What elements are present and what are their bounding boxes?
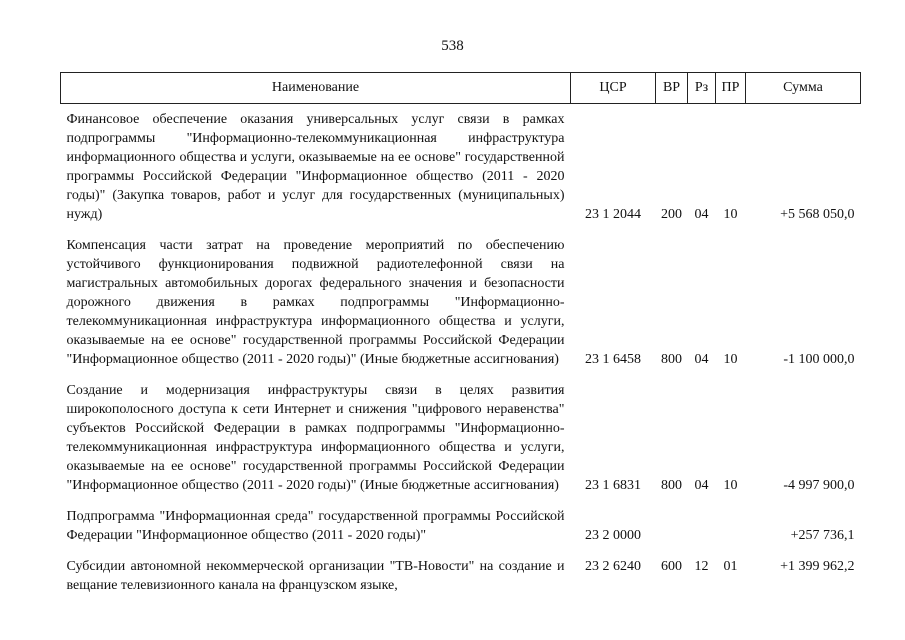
- page-number: 538: [441, 38, 464, 54]
- row-vr: 800: [661, 352, 682, 367]
- row-name: Компенсация части затрат на проведение мероприятий по обеспечению устойчивого функционирования подвижной радиотелефонной связи на магистральных автомобильных дорогах федерального значения и безопасности дорожного движения в рамках подпрограммы "Информационно-телекоммуникационная инфраструктура информационного общества и услуги, оказываемые на ее основе" государственной программы Российской Федерации "Информационное общество (2011 - 2020 годы)" (Иные бюджетные ассигнования): [66, 238, 565, 367]
- row-sum: +5 568 050,0: [780, 207, 855, 222]
- row-pr: 10: [723, 207, 738, 222]
- row-csr: 23 1 2044: [585, 207, 641, 222]
- header-rz: Рз: [688, 73, 716, 104]
- row-rz: [688, 507, 716, 545]
- row-csr: 23 2 0000: [585, 528, 641, 543]
- row-pr: [716, 507, 746, 545]
- row-rz: 04: [694, 207, 709, 222]
- row-pr: 10: [723, 352, 738, 367]
- header-name: Наименование: [61, 73, 571, 104]
- row-sum: +257 736,1: [790, 528, 855, 543]
- budget-table: [60, 72, 861, 601]
- row-csr: 23 1 6831: [585, 478, 641, 493]
- row-sum: -1 100 000,0: [783, 352, 855, 367]
- row-rz: 04: [694, 352, 709, 367]
- table-header: [61, 73, 861, 104]
- row-rz: 12: [694, 559, 709, 574]
- header-vr: ВР: [656, 73, 688, 104]
- table-row: [61, 557, 861, 601]
- row-sum: -4 997 900,0: [783, 478, 855, 493]
- row-sum: +1 399 962,2: [780, 559, 855, 574]
- header-sum: Сумма: [746, 73, 861, 104]
- table-row: [61, 236, 861, 369]
- header-csr: ЦСР: [571, 73, 656, 104]
- row-csr: 23 1 6458: [585, 352, 641, 367]
- table-row: [61, 104, 861, 225]
- row-name: Создание и модернизация инфраструктуры связи в целях развития широкополосного доступа к сети Интернет и снижения "цифрового неравенства" субъектов Российской Федерации в рамках подпрограммы "Информационно-телекоммуникационная инфраструктура информационного общества и услуги, оказываемые на ее основе" государственной программы Российской Федерации "Информационное общество (2011 - 2020 годы)" (Иные бюджетные ассигнования): [66, 383, 565, 493]
- row-vr: 200: [661, 207, 682, 222]
- row-csr: 23 2 6240: [585, 559, 641, 574]
- table-row: [61, 381, 861, 495]
- row-vr: 800: [661, 478, 682, 493]
- row-pr: 10: [723, 478, 738, 493]
- row-vr: 600: [661, 559, 682, 574]
- row-vr: [656, 507, 688, 545]
- row-name: Субсидии автономной некоммерческой организации "ТВ-Новости" на создание и вещание телевизионного канала на французском языке,: [66, 559, 565, 593]
- table-row: [61, 507, 861, 545]
- row-name: Подпрограмма "Информационная среда" государственной программы Российской Федерации "Информационное общество (2011 - 2020 годы)": [66, 509, 565, 543]
- header-pr: ПР: [716, 73, 746, 104]
- row-pr: 01: [723, 559, 738, 574]
- row-rz: 04: [694, 478, 709, 493]
- row-name: Финансовое обеспечение оказания универсальных услуг связи в рамках подпрограммы "Информационно-телекоммуникационная инфраструктура информационного общества и услуги, оказываемые на ее основе" государственной программы Российской Федерации "Информационное общество (2011 - 2020 годы)" (Закупка товаров, работ и услуг для государственных (муниципальных) нужд): [66, 112, 565, 222]
